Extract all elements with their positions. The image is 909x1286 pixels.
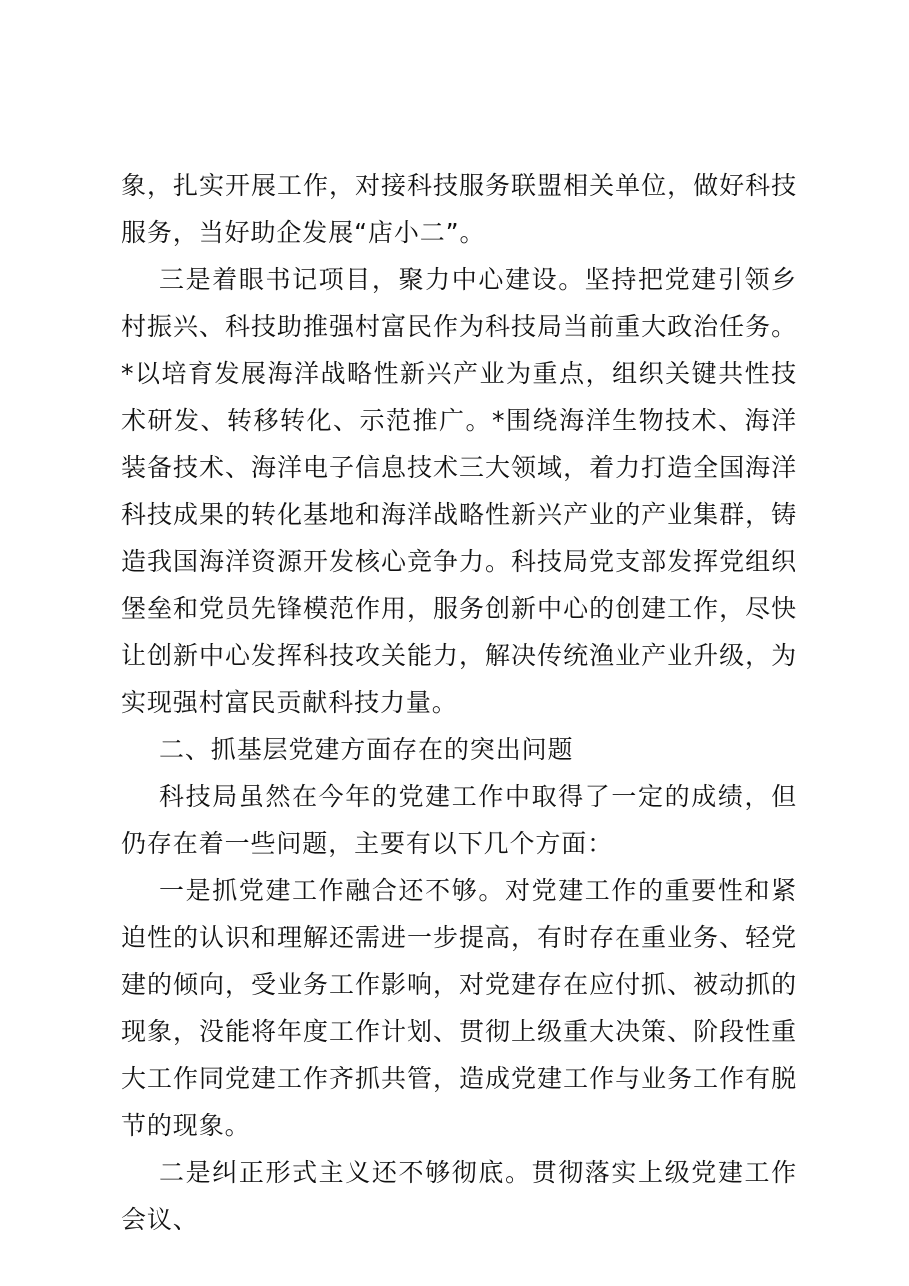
paragraph-continuation: 象，扎实开展工作，对接科技服务联盟相关单位，做好科技服务，当好助企发展“店小二”。 bbox=[121, 171, 797, 247]
document-body bbox=[121, 162, 797, 1243]
paragraph-problem-one: 一是抓党建工作融合还不够。对党建工作的重要性和紧迫性的认识和理解还需进一步提高，有时存在重业务、轻党建的倾向，受业务工作影响，对党建存在应付抓、被动抓的现象，没能将年度工作计划、贯彻上级重大决策、阶段性重大工作同党建工作齐抓共管，造成党建工作与业务工作有脱节的现象。 bbox=[121, 876, 797, 1140]
paragraph-intro-problems: 科技局虽然在今年的党建工作中取得了一定的成绩，但仍存在着一些问题，主要有以下几个方面： bbox=[121, 782, 797, 858]
paragraph-third-point: 三是着眼书记项目，聚力中心建设。坚持把党建引领乡村振兴、科技助推强村富民作为科技局当前重大政治任务。*以培育发展海洋战略性新兴产业为重点，组织关键共性技术研发、转移转化、示范推广。*围绕海洋生物技术、海洋装备技术、海洋电子信息技术三大领域，着力打造全国海洋科技成果的转化基地和海洋战略性新兴产业的产业集群，铸造我国海洋资源开发核心竞争力。科技局党支部发挥党组织堡垒和党员先锋模范作用，服务创新中心的创建工作，尽快让创新中心发挥科技攻关能力，解决传统渔业产业升级，为实现强村富民贡献科技力量。 bbox=[121, 265, 797, 717]
paragraph-problem-two: 二是纠正形式主义还不够彻底。贯彻落实上级党建工作会议、 bbox=[121, 1158, 797, 1234]
section-heading: 二、抓基层党建方面存在的突出问题 bbox=[159, 735, 574, 764]
